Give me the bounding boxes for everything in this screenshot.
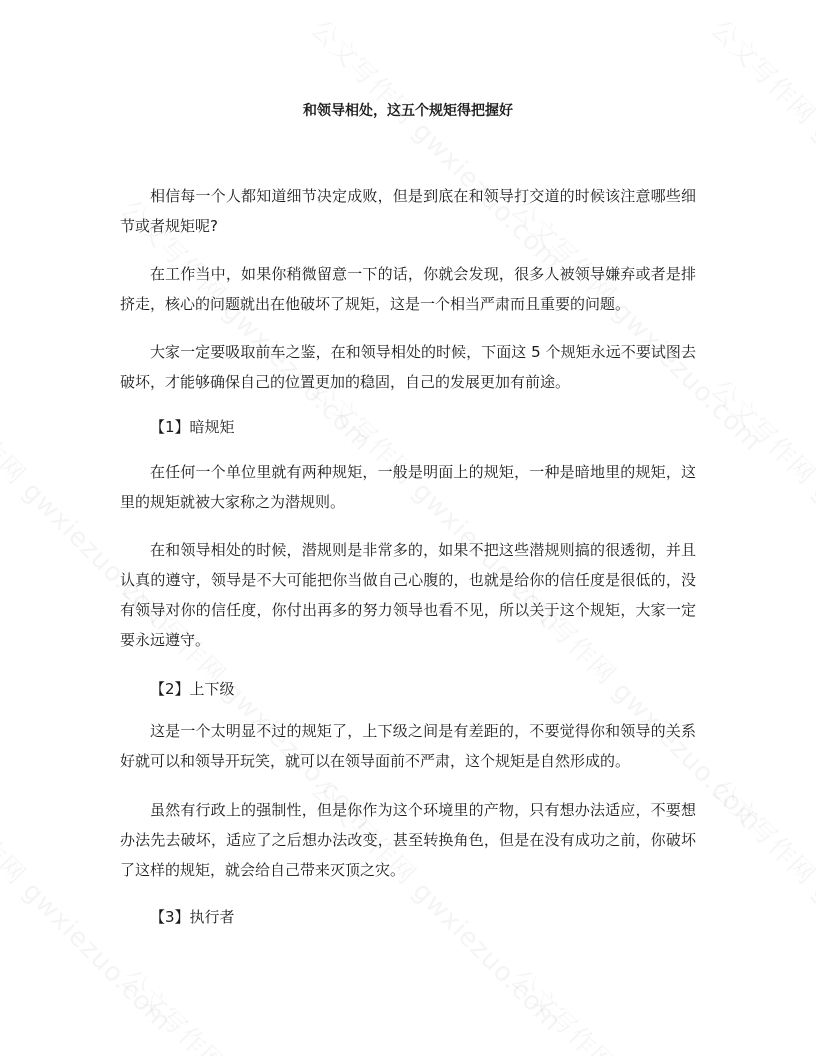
watermark <box>704 370 816 638</box>
section-heading: 【2】上下级 <box>150 680 235 698</box>
paragraph: 在工作当中，如果你稍微留意一下的话，你就会发现，很多人被领导嫌弃或者是排挤走，核心的问题就出在他破坏了规矩，这是一个相当严肃而且重要的问题。 <box>120 265 696 313</box>
section-heading: 【3】执行者 <box>150 908 235 926</box>
watermark <box>114 960 382 1056</box>
paragraph: 相信每一个人都知道细节决定成败，但是到底在和领导打交道的时候该注意哪些细节或者规矩呢? <box>120 187 696 235</box>
watermark <box>704 10 816 278</box>
document-title: 和领导相处，这五个规矩得把握好 <box>303 103 513 119</box>
paragraph: 在任何一个单位里就有两种规矩，一般是明面上的规矩，一种是暗地里的规矩，这里的规矩就被大家称之为潜规则。 <box>120 463 696 511</box>
watermark <box>704 770 816 1038</box>
paragraph: 大家一定要吸取前车之鉴，在和领导相处的时候，下面这 5 个规矩永远不要试图去破坏，才能够确保自己的位置更加的稳固，自己的发展更加有前途。 <box>120 343 696 391</box>
section-heading: 【1】暗规矩 <box>150 418 235 436</box>
paragraph: 在和领导相处的时候，潜规则是非常多的，如果不把这些潜规则搞的很透彻，并且认真的遵守，领导是不大可能把你当做自己心腹的，也就是给你的信任度是很低的，没有领导对你的信任度，你付出再多的努力领导也看不见，所以关于这个规矩，大家一定要永远遵守。 <box>120 541 696 649</box>
paragraph: 这是一个太明显不过的规矩了，上下级之间是有差距的，不要觉得你和领导的关系好就可以和领导开玩笑，就可以在领导面前不严肃，这个规矩是自然形成的。 <box>120 722 696 770</box>
watermark <box>504 960 772 1056</box>
paragraph: 虽然有行政上的强制性，但是你作为这个环境里的产物，只有想办法适应，不要想办法先去破坏，适应了之后想办法改变，甚至转换角色，但是在没有成功之前，你破坏了这样的规矩，就会给自己带来灭顶之灾。 <box>120 801 696 879</box>
